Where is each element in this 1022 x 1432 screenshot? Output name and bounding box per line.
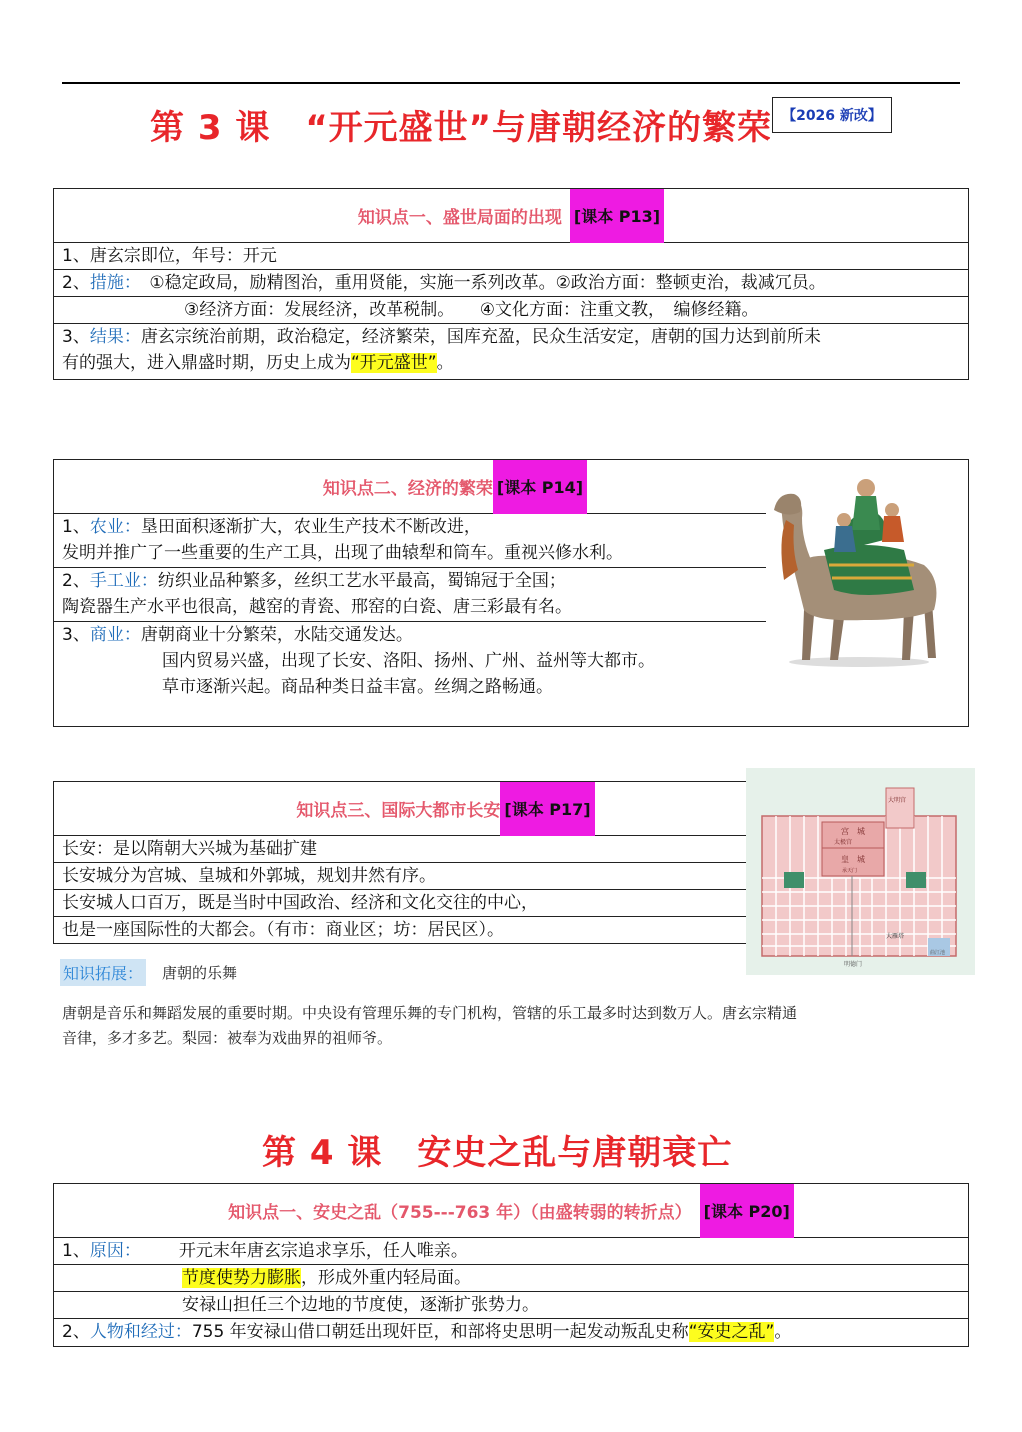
kp3-r3-text: 长安城人口百万，既是当时中国政治、经济和文化交往的中心，: [62, 893, 538, 913]
l4-proc-prefix: 2、: [62, 1322, 90, 1342]
kp2-row-craft: [54, 568, 766, 622]
revision-badge: 【2026 新改】: [772, 97, 892, 133]
kp2-com-prefix: 3、: [62, 625, 90, 645]
kp3-header: [54, 782, 747, 836]
map-label-mingde: 明德门: [844, 961, 863, 968]
kp3-r2-text: 长安城分为宫城、皇城和外郭城，规划井然有序。: [62, 866, 436, 886]
extension-heading: 唐朝的乐舞: [162, 964, 238, 982]
kp1-r4-line2: 有的强大，进入鼎盛时期，历史上成为: [62, 353, 351, 373]
kp2-agri-prefix: 1、: [62, 517, 90, 537]
kp3-title: 知识点三、国际大都市长安: [296, 801, 501, 821]
kp2-title: 知识点二、经济的繁荣: [322, 479, 493, 499]
extension-line-1: 唐朝是音乐和舞蹈发展的重要时期。中央设有管理乐舞的专门机构，管辖的乐工最多时达到数万人。唐玄宗精通: [62, 1004, 798, 1022]
l4-cause-prefix: 1、: [62, 1241, 90, 1261]
top-rule: [62, 82, 960, 84]
kp2-craft-label: 手工业：: [89, 571, 158, 591]
l4-proc-highlight: “安史之乱”: [688, 1322, 775, 1342]
lesson4-title: 第 4 课 安史之乱与唐朝衰亡: [262, 1133, 733, 1173]
kp1-r1-text: 1、唐玄宗即位，年号：开元: [62, 246, 277, 266]
l4-proc-label: 人物和经过：: [89, 1322, 192, 1342]
kp2-agri-label: 农业：: [89, 517, 141, 537]
kp1-header: [54, 189, 968, 243]
extension-line-2: 音律，多才多艺。梨园：被奉为戏曲界的祖师爷。: [62, 1029, 393, 1047]
kp1-page-tag: [课本 P13]: [570, 189, 664, 243]
kp2-com-label: 商业：: [89, 625, 141, 645]
kp1-r4-end: 。: [436, 353, 454, 373]
kp1-row-3: [54, 297, 968, 324]
kp2-com-3: 草市逐渐兴起。商品种类日益丰富。丝绸之路畅通。: [162, 677, 553, 697]
kp3-box: [53, 781, 747, 944]
l4kp1-box: [53, 1183, 969, 1347]
kp1-r3-text: ③经济方面：发展经济，改革税制。 ④文化方面：注重文教， 编修经籍。: [184, 300, 759, 320]
kp3-row-3: [54, 890, 747, 917]
kp3-row-2: [54, 863, 747, 890]
kp1-r2-prefix: 2、: [62, 273, 90, 293]
l4-cause-2-rest: ，形成外重内轻局面。: [301, 1268, 471, 1288]
kp2-agri-1: 垦田面积逐渐扩大，农业生产技术不断改进，: [140, 517, 481, 537]
kp2-header: [54, 460, 766, 514]
map-label-qujiang: 曲江池: [930, 950, 946, 956]
l4-cause-3: 安禄山担任三个边地的节度使，逐渐扩张势力。: [182, 1295, 539, 1315]
map-label-huang: 皇 城: [841, 855, 865, 864]
l4-proc-text: 755 年安禄山借口朝廷出现奸臣，和部将史思明一起发动叛乱史称: [191, 1322, 689, 1342]
l4kp1-row-process: [54, 1319, 968, 1346]
kp1-r4-highlight: “开元盛世”: [351, 353, 437, 373]
kp1-r4-prefix: 3、: [62, 327, 90, 347]
kp1-row-4: [54, 324, 968, 378]
map-label-daminggong: 大明宫: [888, 797, 907, 804]
changan-map-image: [746, 768, 975, 975]
l4-proc-end: 。: [774, 1322, 792, 1342]
kp2-craft-prefix: 2、: [62, 571, 90, 591]
l4kp1-page-tag: [课本 P20]: [700, 1184, 794, 1238]
kp1-r2-text: ①稳定政局，励精图治，重用贤能，实施一系列改革。②政治方面：整顿吏治，裁减冗员。: [132, 273, 826, 293]
map-label-taiji: 太极宫: [834, 839, 853, 846]
kp1-row-2: [54, 270, 968, 297]
l4-cause-2-highlight: 节度使势力膨胀: [182, 1268, 301, 1288]
kp3-page-tag: [课本 P17]: [500, 782, 594, 836]
kp2-row-commerce: [54, 622, 766, 702]
kp1-box: [53, 188, 969, 380]
kp1-r4-label: 结果：: [89, 327, 141, 347]
l4-cause-1: 开元末年唐玄宗追求享乐，任人唯亲。: [178, 1241, 468, 1261]
kp1-r2-label: 措施：: [89, 273, 133, 293]
kp2-agri-2: 发明并推广了一些重要的生产工具，出现了曲辕犁和筒车。重视兴修水利。: [62, 543, 623, 563]
l4kp1-subtitle: （755---763 年）（由盛转弱的转折点）: [381, 1203, 692, 1223]
map-label-gong: 宫 城: [841, 827, 865, 836]
kp2-craft-1: 纺织业品种繁多，丝织工艺水平最高，蜀锦冠于全国；: [157, 571, 566, 591]
l4kp1-row-cause-2: [54, 1265, 968, 1292]
kp3-r1-text: 长安：是以隋朝大兴城为基础扩建: [62, 839, 317, 859]
kp2-com-2: 国内贸易兴盛，出现了长安、洛阳、扬州、广州、益州等大都市。: [162, 651, 655, 671]
kp1-row-1: [54, 243, 968, 270]
map-label-chengtian: 承天门: [842, 868, 858, 874]
kp3-row-4: [54, 917, 747, 944]
kp2-craft-2: 陶瓷器生产水平也很高，越窑的青瓷、邢窑的白瓷、唐三彩最有名。: [62, 597, 572, 617]
l4-cause-label: 原因：: [89, 1241, 141, 1261]
kp3-r4-text: 也是一座国际性的大都会。（有市：商业区；坊：居民区）。: [62, 920, 504, 940]
l4kp1-row-cause: [54, 1238, 968, 1265]
kp2-row-agri: [54, 514, 766, 568]
tang-sancai-camel-image: [764, 470, 954, 670]
extension-label: 知识拓展：: [60, 959, 146, 986]
map-label-dayanta: 大雁塔: [886, 933, 905, 940]
l4kp1-title: 知识点一、安史之乱: [228, 1203, 382, 1223]
kp2-page-tag: [课本 P14]: [493, 460, 587, 514]
kp2-com-1: 唐朝商业十分繁荣，水陆交通发达。: [140, 625, 413, 645]
kp3-row-1: [54, 836, 747, 863]
l4kp1-header: [54, 1184, 968, 1238]
kp1-r4-text: 唐玄宗统治前期，政治稳定，经济繁荣，国库充盈，民众生活安定，唐朝的国力达到前所未: [140, 327, 821, 347]
lesson3-title: 第 3 课 “开元盛世”与唐朝经济的繁荣: [150, 108, 773, 148]
l4kp1-row-cause-3: [54, 1292, 968, 1319]
kp1-title: 知识点一、盛世局面的出现: [357, 208, 562, 228]
